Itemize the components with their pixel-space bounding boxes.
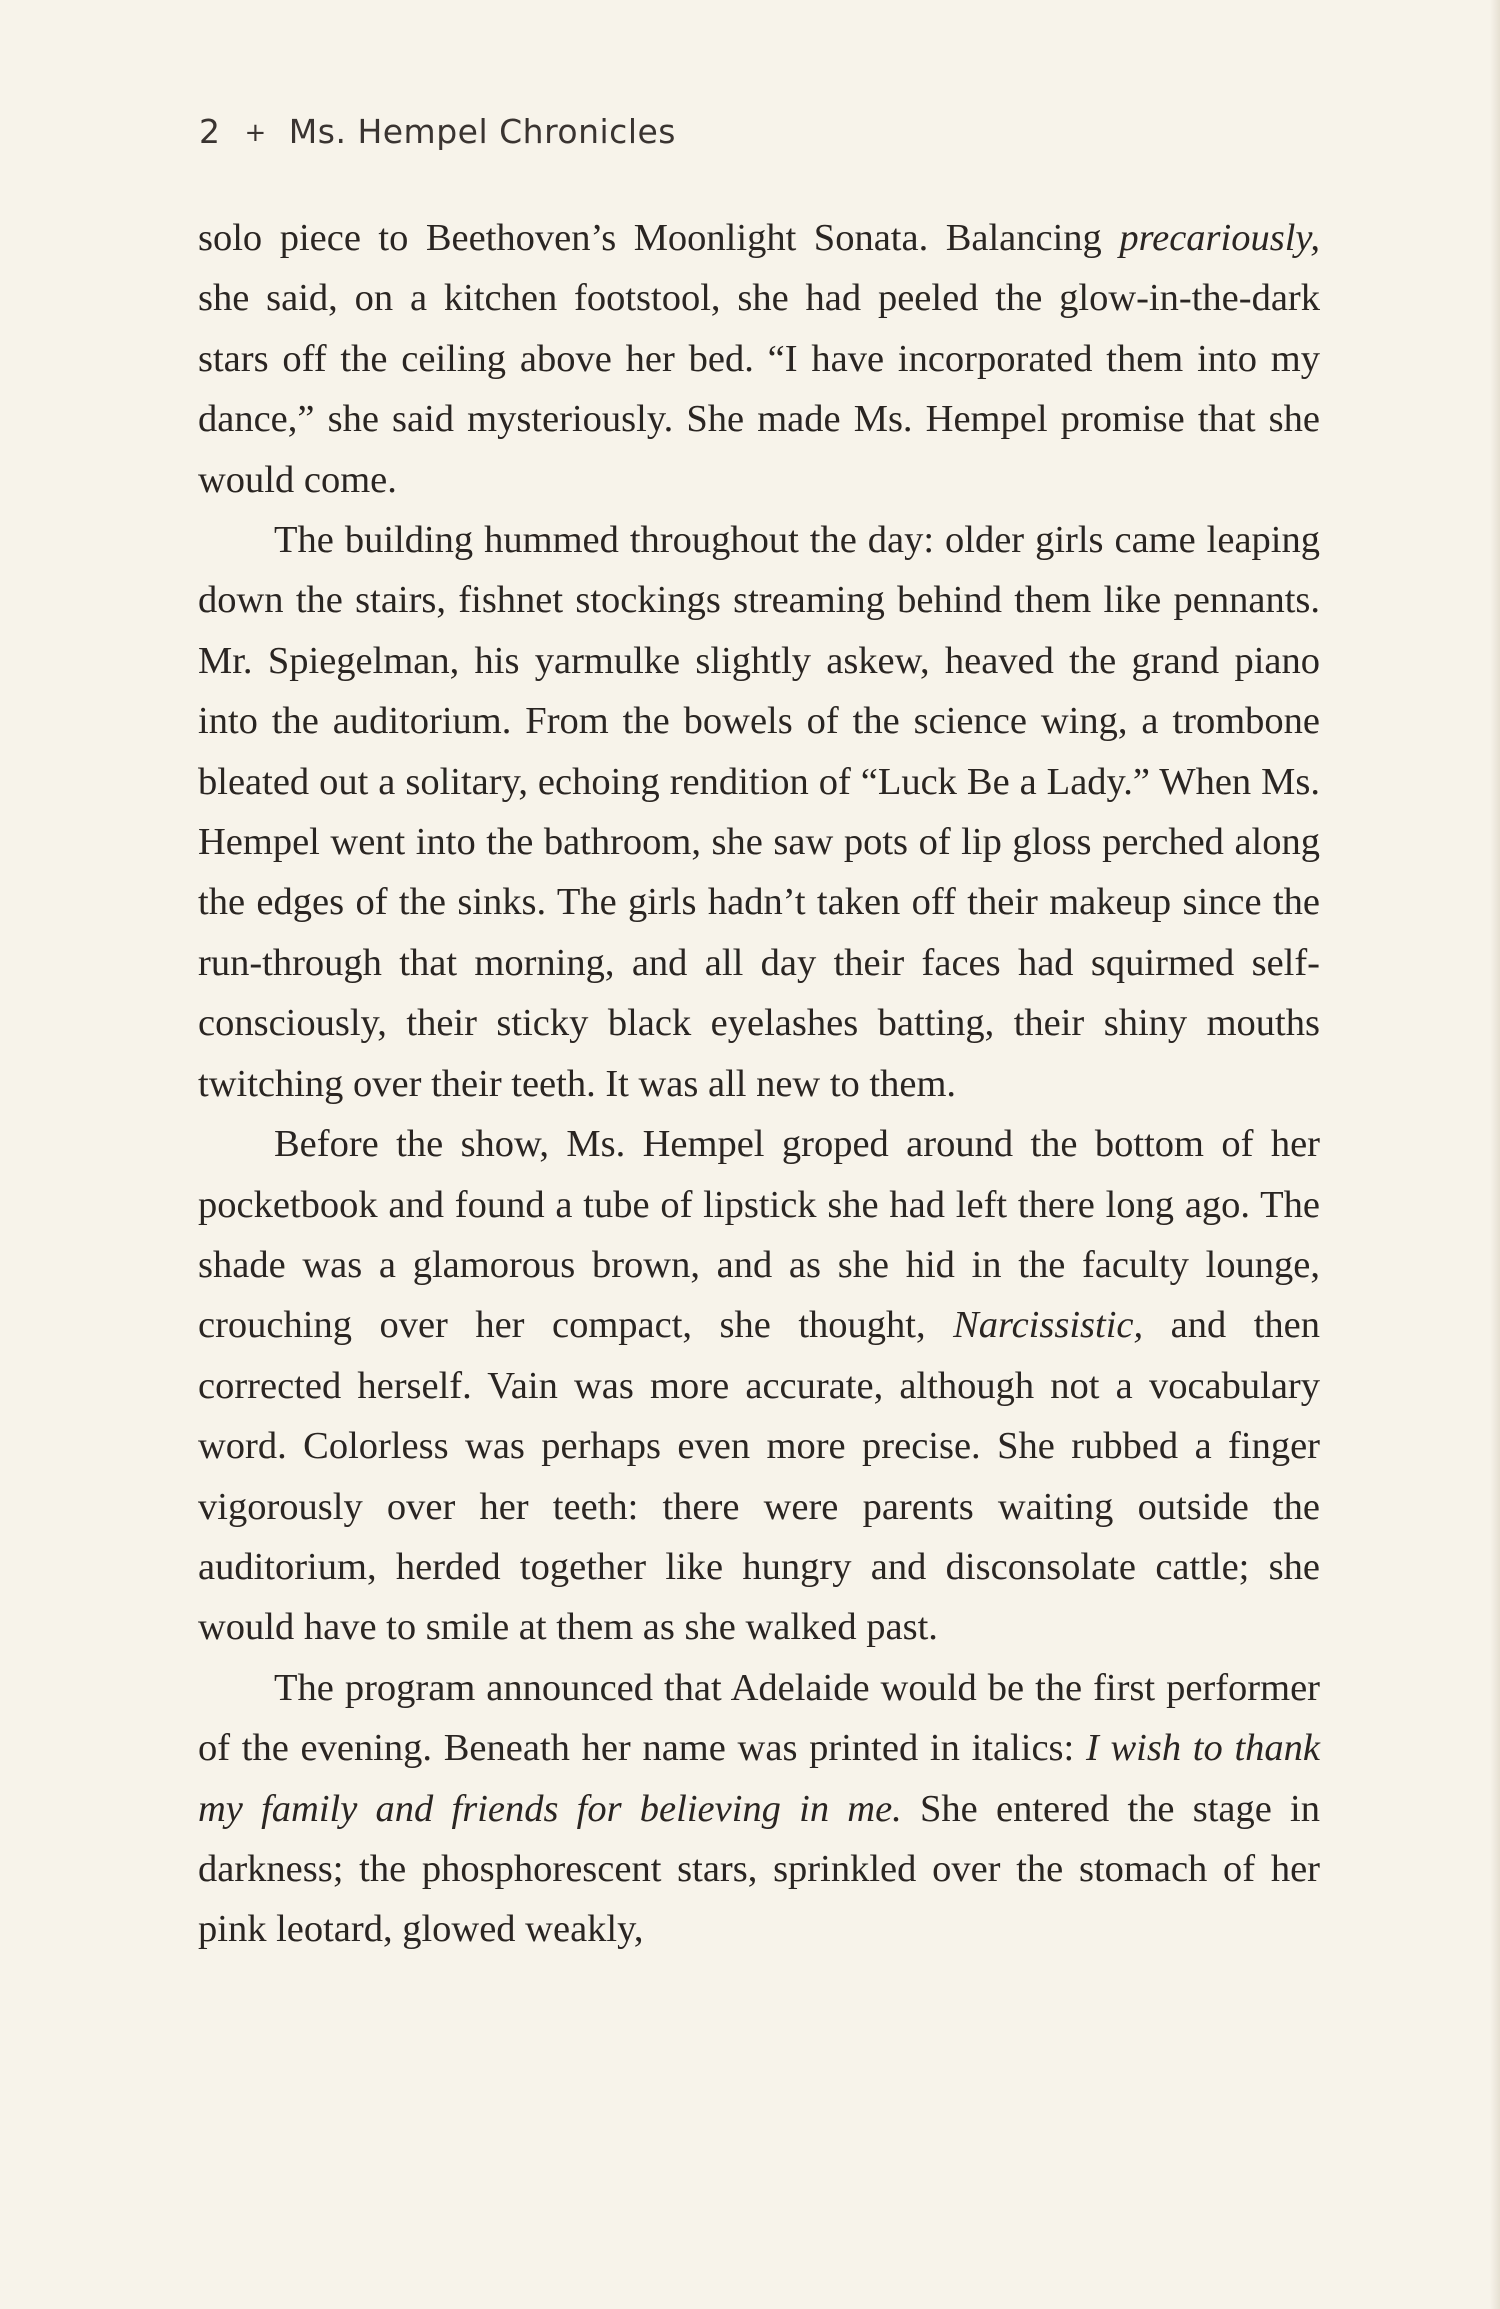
- page-number: 2: [199, 112, 221, 151]
- italic-run: precariously,: [1119, 217, 1320, 259]
- text-run: The program announced that Adelaide would be the first performer of the evening. Beneath her name was printed in italics:: [198, 1666, 1320, 1770]
- italic-run: I wish to thank my family and friends for believing in me.: [198, 1727, 1320, 1830]
- header-separator: +: [244, 118, 267, 148]
- paragraph-4: [198, 1658, 1320, 1960]
- paragraph-3: [198, 1114, 1320, 1658]
- page-edge-shadow: [1490, 0, 1500, 2309]
- text-run: She entered the stage in darkness; the phosphorescent stars, sprinkled over the stomach of her pink leotard, glowed weakly,: [198, 1787, 1320, 1951]
- body-text: [198, 208, 1320, 1960]
- text-run: The building hummed throughout the day: older girls came leaping down the stairs, fishnet stockings streaming behind them like pennants. Mr. Spiegelman, his yarmulke slightly askew, heaved the grand piano into the auditorium. From the bowels of the science wing, a trombone bleated out a solitary, echoing rendition of “Luck Be a Lady.” When Ms. Hempel went into the bathroom, she saw pots of lip gloss perched along the edges of the sinks. The girls hadn’t taken off their makeup since the run-through that morning, and all day their faces had squirmed self-consciously, their sticky black eyelashes batting, their shiny mouths twitching over their teeth. It was all new to them.: [198, 519, 1320, 1105]
- text-run: she said, on a kitchen footstool, she had peeled the glow-in-the-dark stars off the ceiling above her bed. “I have incorporated them into my dance,” she said mysteriously. She made Ms. Hempel promise that she would come.: [198, 277, 1320, 501]
- book-title: Ms. Hempel Chronicles: [288, 112, 676, 151]
- running-head: [199, 112, 676, 151]
- paragraph-2: [198, 510, 1320, 1114]
- italic-run: Narcissistic,: [953, 1304, 1144, 1347]
- text-run: Before the show, Ms. Hempel groped around the bottom of her pocketbook and found a tube of lipstick she had left there long ago. The shade was a glamorous brown, and as she hid in the faculty lounge, crouching over her compact, she thought,: [198, 1123, 1320, 1347]
- text-run: and then corrected herself. Vain was more accurate, although not a vocabulary word. Colorless was perhaps even more precise. She rubbed a finger vigorously over her teeth: there were parents waiting outside the auditorium, herded together like hungry and disconsolate cattle; she would have to smile at them as she walked past.: [198, 1304, 1321, 1649]
- paragraph-1: [198, 208, 1320, 510]
- text-run: solo piece to Beethoven’s Moonlight Sonata. Balancing: [198, 217, 1120, 259]
